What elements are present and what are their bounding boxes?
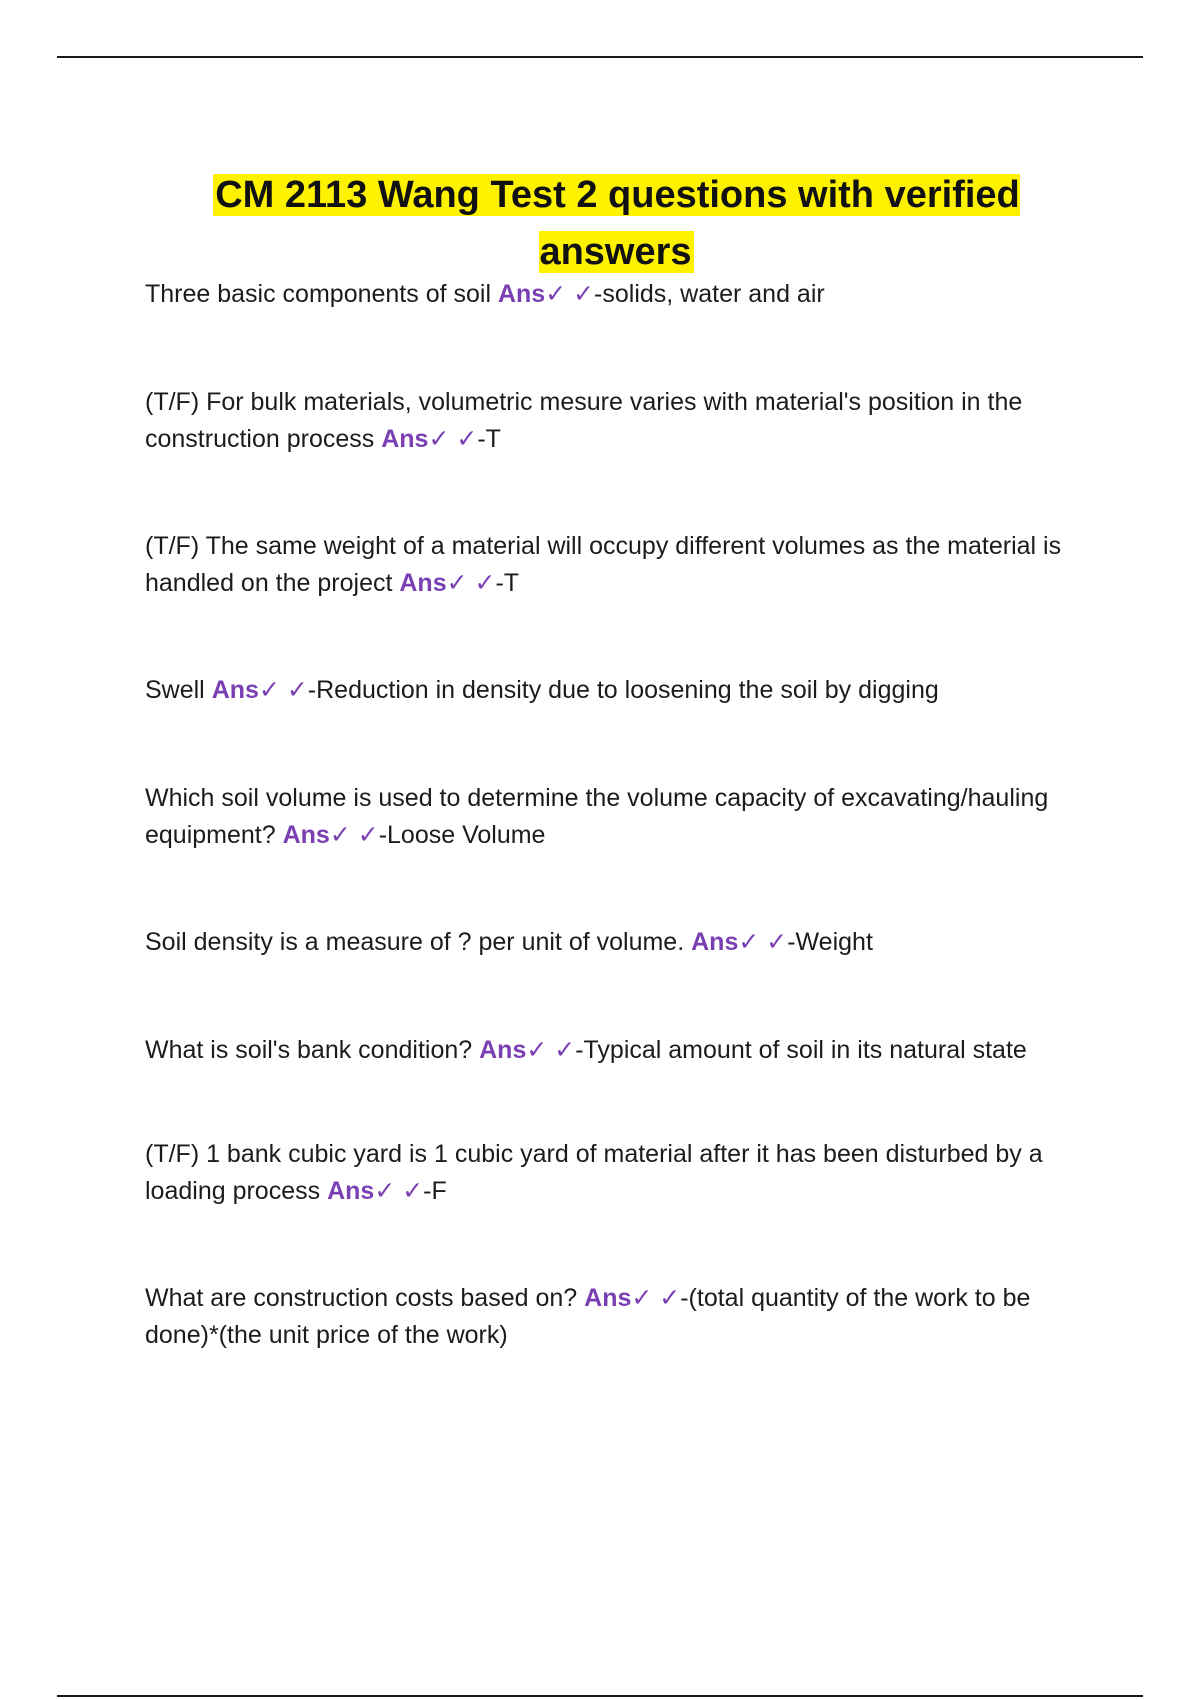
answer-marker: Ans [327, 1177, 375, 1205]
question-text: (T/F) 1 bank cubic yard is 1 cubic yard of material after it has been disturbed by a loading process [145, 1140, 1043, 1205]
qa-item [145, 384, 1095, 458]
check-icon: ✓ ✓ [526, 1036, 576, 1064]
check-icon: ✓ ✓ [374, 1177, 424, 1205]
qa-item [145, 1136, 1095, 1210]
answer-marker: Ans [211, 676, 259, 704]
check-icon: ✓ ✓ [329, 821, 379, 849]
question-text: Soil density is a measure of ? per unit of volume. [145, 928, 685, 956]
answer-text: -solids, water and air [594, 280, 825, 308]
question-text: (T/F) The same weight of a material will occupy different volumes as the material is handled on the project [145, 532, 1062, 597]
question-text: (T/F) For bulk materials, volumetric mesure varies with material's position in the construction process [145, 388, 1023, 453]
question-text: Three basic components of soil [145, 280, 492, 308]
answer-text: -T [495, 569, 520, 597]
qa-item [145, 276, 1095, 313]
qa-item [145, 528, 1095, 602]
title-highlight: CM 2113 Wang Test 2 questions with verified answers [215, 174, 1020, 274]
qa-item [145, 924, 1095, 961]
check-icon: ✓ ✓ [738, 928, 788, 956]
check-icon: ✓ ✓ [428, 425, 478, 453]
question-text: What are construction costs based on? [145, 1284, 578, 1312]
answer-text: -Loose Volume [378, 821, 546, 849]
bottom-rule [57, 1695, 1143, 1697]
check-icon: ✓ ✓ [545, 280, 595, 308]
question-text: What is soil's bank condition? [145, 1036, 473, 1064]
answer-marker: Ans [691, 928, 739, 956]
qa-item [145, 780, 1095, 854]
answer-text: -Weight [787, 928, 873, 956]
answer-marker: Ans [381, 425, 429, 453]
check-icon: ✓ ✓ [631, 1284, 681, 1312]
check-icon: ✓ ✓ [446, 569, 496, 597]
answer-text: -T [477, 425, 501, 453]
answer-marker: Ans [399, 569, 447, 597]
answer-text: -(total quantity of the work to be done)*(the unit price of the work) [145, 1284, 1031, 1349]
check-icon: ✓ ✓ [258, 676, 308, 704]
answer-marker: Ans [584, 1284, 632, 1312]
answer-text: -F [423, 1177, 447, 1205]
answer-marker: Ans [282, 821, 330, 849]
answer-marker: Ans [479, 1036, 527, 1064]
answer-marker: Ans [497, 280, 546, 308]
answer-text: -Reduction in density due to loosening the soil by digging [307, 676, 939, 704]
qa-item [145, 672, 1095, 709]
question-text: Which soil volume is used to determine the volume capacity of excavating/hauling equipment? [145, 784, 1049, 849]
qa-item [145, 1280, 1095, 1354]
qa-item [145, 1032, 1095, 1069]
answer-text: -Typical amount of soil in its natural state [575, 1036, 1027, 1064]
question-text: Swell [145, 676, 205, 704]
